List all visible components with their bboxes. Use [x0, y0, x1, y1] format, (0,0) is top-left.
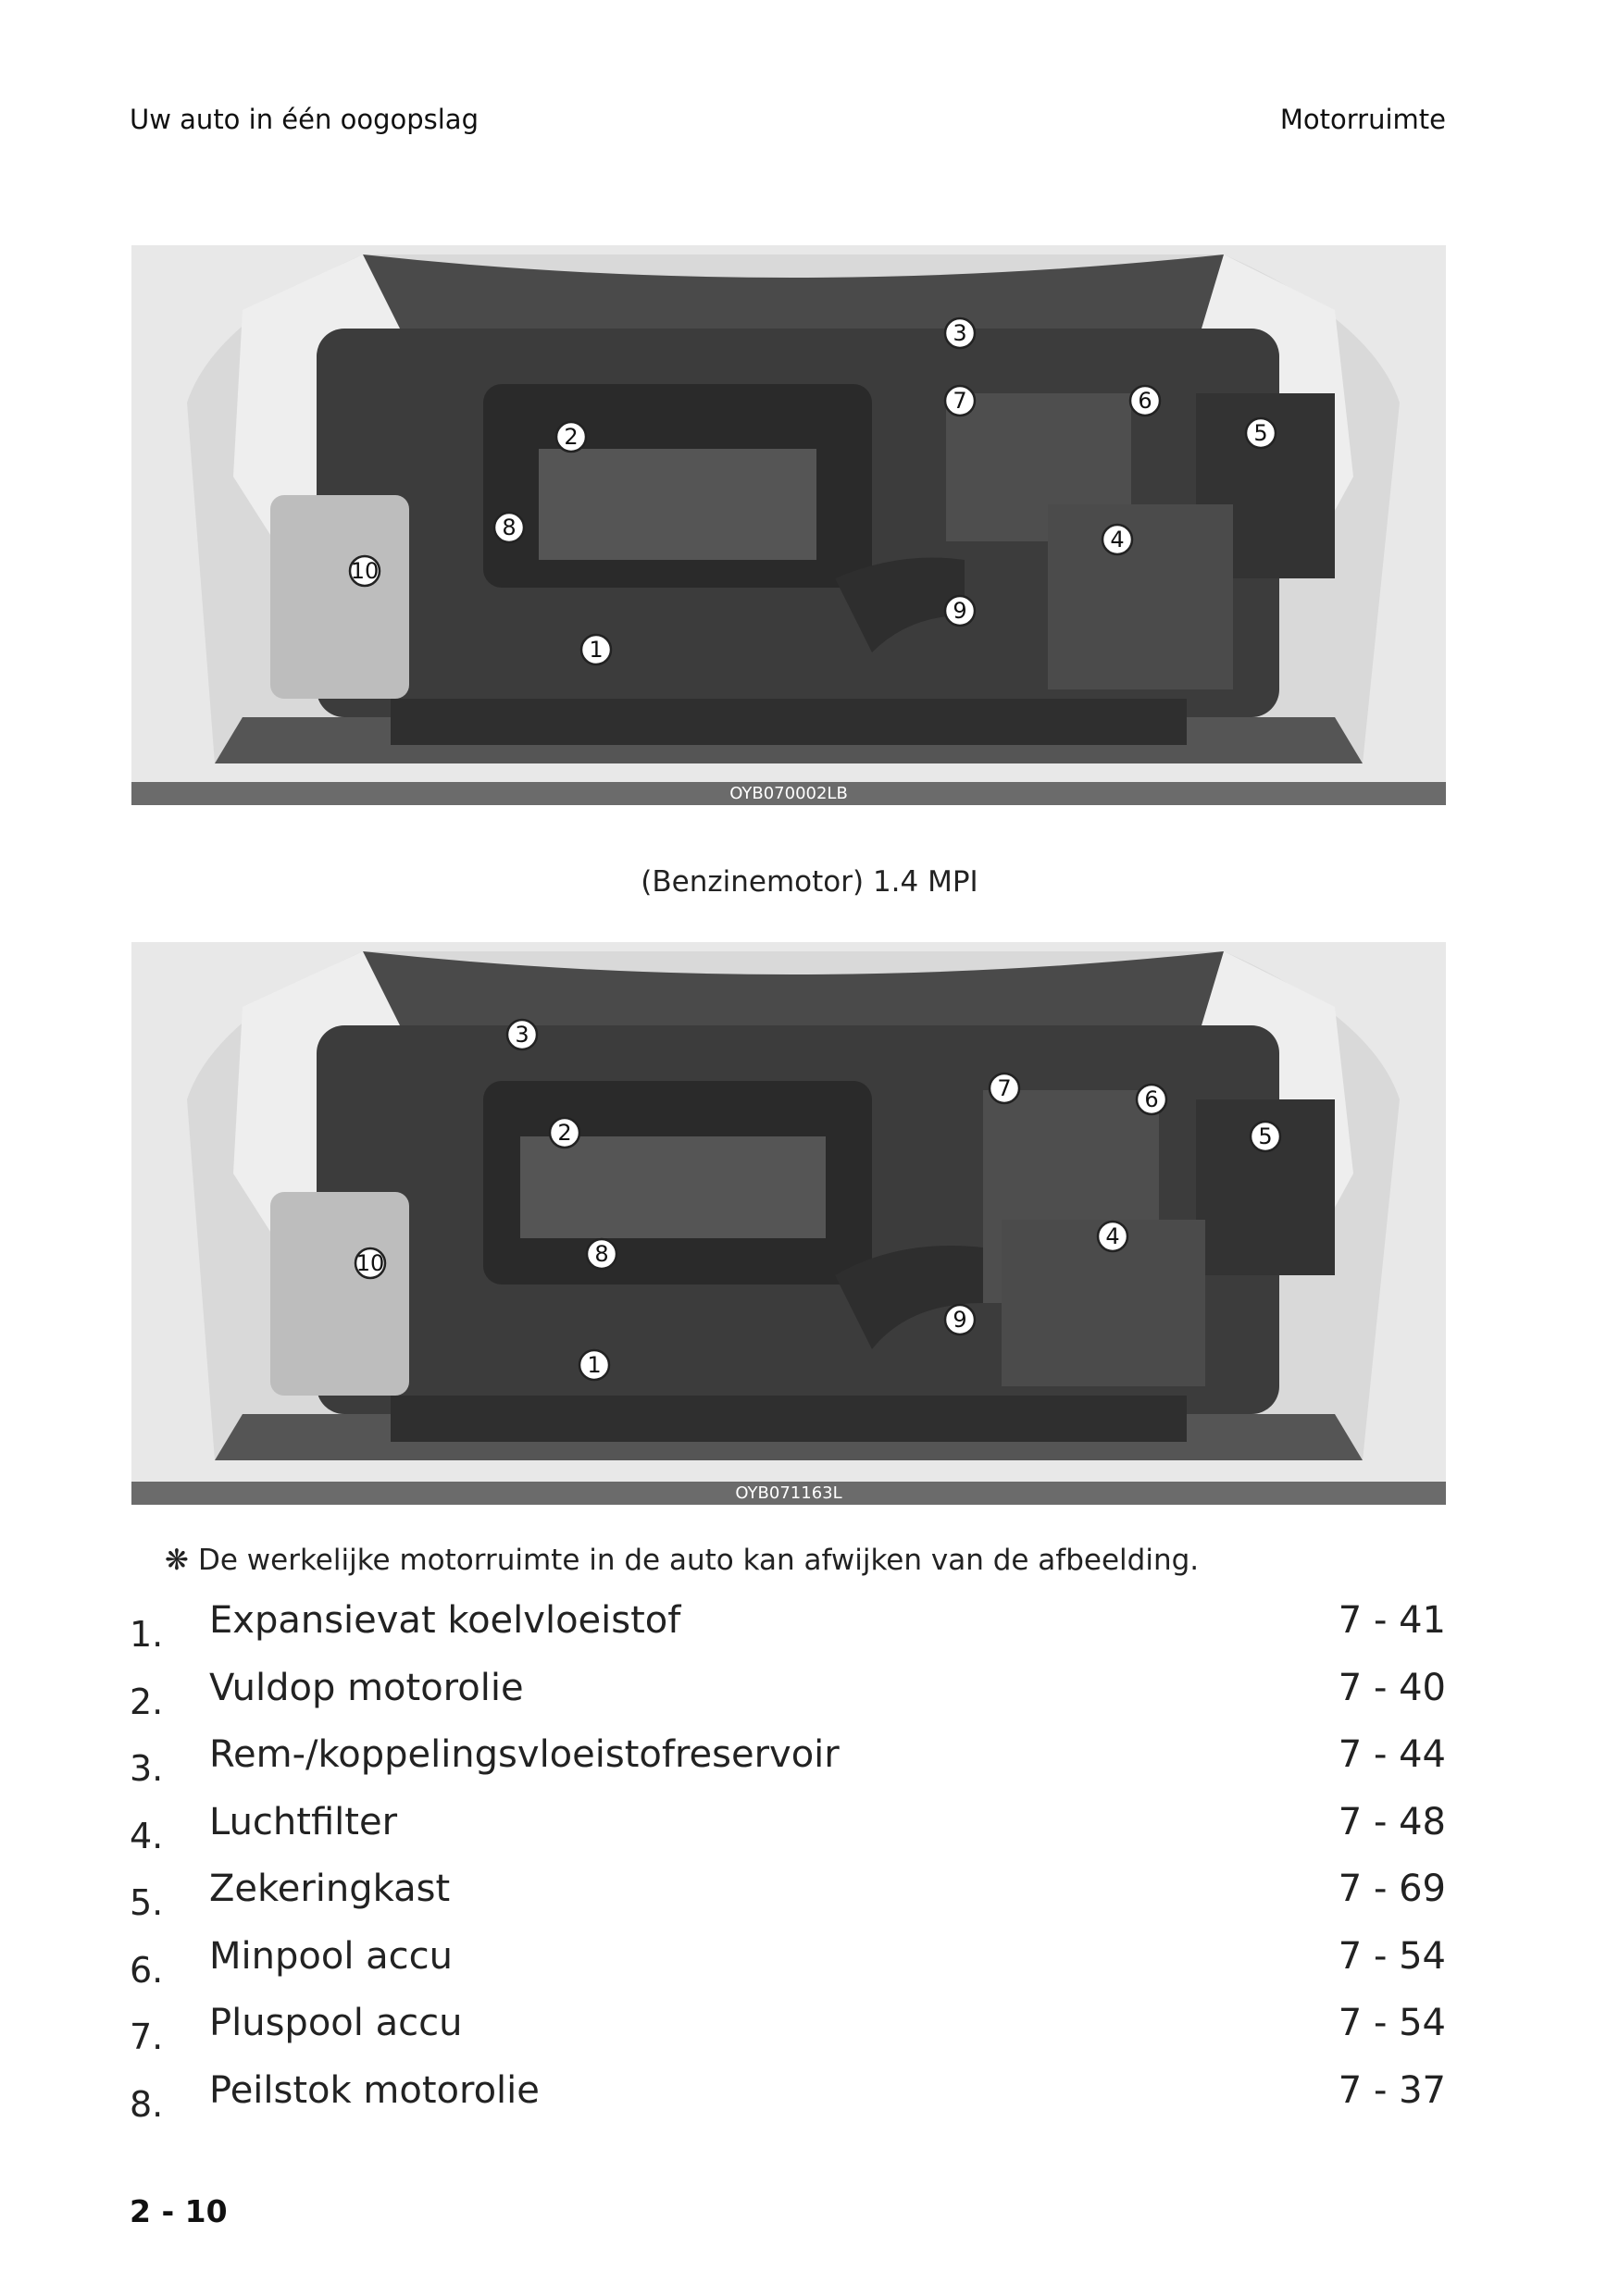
svg-text:10: 10 [350, 558, 380, 584]
list-item [130, 1793, 1446, 1861]
item-number: 4. [130, 1815, 164, 1856]
callout-3 [945, 318, 975, 348]
callout-7 [990, 1074, 1019, 1103]
running-header-left: Uw auto in één oogopslag [130, 104, 479, 135]
svg-text:8: 8 [594, 1241, 609, 1267]
item-page-ref: 7 - 48 [1338, 1800, 1446, 1843]
svg-text:4: 4 [1105, 1223, 1120, 1249]
callout-7 [945, 386, 975, 416]
callout-5 [1251, 1122, 1280, 1151]
callout-3 [507, 1020, 537, 1049]
list-item [130, 1994, 1446, 2062]
callout-5 [1246, 418, 1276, 448]
engine-bay-illustration-1 [131, 245, 1446, 805]
item-number: 2. [130, 1681, 164, 1722]
svg-text:1: 1 [589, 637, 604, 663]
component-list [130, 1592, 1446, 2128]
svg-text:4: 4 [1110, 527, 1125, 552]
item-number: 1. [130, 1614, 164, 1655]
item-label: Expansievat koelvloeistof [209, 1599, 681, 1642]
svg-text:7: 7 [953, 388, 967, 414]
svg-text:9: 9 [953, 598, 967, 624]
running-header-right: Motorruimte [1279, 104, 1446, 135]
svg-text:5: 5 [1258, 1123, 1273, 1149]
svg-text:7: 7 [997, 1075, 1012, 1101]
callout-8 [494, 513, 524, 542]
item-label: Minpool accu [209, 1934, 453, 1978]
callout-9 [945, 1305, 975, 1334]
item-page-ref: 7 - 40 [1338, 1666, 1446, 1709]
list-item [130, 1726, 1446, 1793]
svg-text:8: 8 [502, 515, 517, 540]
list-item [130, 1659, 1446, 1727]
svg-text:6: 6 [1144, 1086, 1159, 1112]
item-number: 6. [130, 1949, 164, 1991]
page-number: 2 - 10 [130, 2193, 228, 2229]
item-label: Pluspool accu [209, 2002, 463, 2044]
engine-bay-drawing-2 [131, 942, 1446, 1505]
item-page-ref: 7 - 54 [1338, 2002, 1446, 2044]
item-number: 5. [130, 1882, 164, 1923]
callout-4 [1098, 1222, 1127, 1251]
svg-text:1: 1 [587, 1352, 602, 1378]
svg-text:9: 9 [953, 1307, 967, 1333]
callout-10 [355, 1248, 385, 1278]
engine-bay-drawing-1 [131, 245, 1446, 805]
disclaimer-note [165, 1544, 1199, 1577]
callout-1 [581, 635, 611, 664]
svg-text:2: 2 [557, 1120, 572, 1146]
item-label: Zekeringkast [209, 1868, 451, 1910]
item-page-ref: 7 - 69 [1338, 1868, 1446, 1910]
figure-caption: (Benzinemotor) 1.4 MPI [641, 865, 978, 899]
item-label: Peilstok motorolie [209, 2068, 540, 2112]
svg-text:2: 2 [564, 424, 579, 450]
callout-10 [350, 556, 380, 586]
item-page-ref: 7 - 54 [1338, 1934, 1446, 1978]
figure-code-2: OYB071163L [131, 1482, 1446, 1505]
svg-text:6: 6 [1138, 388, 1152, 414]
callout-4 [1102, 525, 1132, 554]
callout-8 [587, 1239, 616, 1269]
callout-2 [550, 1118, 579, 1148]
list-item [130, 1592, 1446, 1659]
list-item [130, 2062, 1446, 2129]
figure-code-1: OYB070002LB [131, 782, 1446, 805]
callout-6 [1130, 386, 1160, 416]
list-item [130, 1860, 1446, 1928]
item-page-ref: 7 - 44 [1338, 1733, 1446, 1776]
list-item [130, 1928, 1446, 1995]
item-label: Rem-/koppelingsvloeistofreservoir [209, 1733, 840, 1776]
item-page-ref: 7 - 37 [1338, 2068, 1446, 2112]
item-page-ref: 7 - 41 [1338, 1599, 1446, 1642]
callout-9 [945, 596, 975, 626]
item-number: 7. [130, 2017, 164, 2057]
callout-1 [579, 1350, 609, 1380]
callout-6 [1137, 1085, 1166, 1114]
svg-text:5: 5 [1253, 420, 1268, 446]
note-text: De werkelijke motorruimte in de auto kan afwijken van de afbeelding. [197, 1544, 1200, 1577]
item-number: 8. [130, 2083, 164, 2125]
svg-text:3: 3 [953, 320, 967, 346]
callout-2 [556, 422, 586, 452]
engine-bay-illustration-2 [131, 942, 1446, 1505]
item-number: 3. [130, 1748, 164, 1789]
svg-text:3: 3 [515, 1022, 529, 1048]
item-label: Vuldop motorolie [209, 1666, 524, 1709]
svg-text:10: 10 [355, 1250, 385, 1276]
note-asterisk-icon: ❋ [165, 1544, 189, 1577]
item-label: Luchtfilter [209, 1800, 398, 1843]
